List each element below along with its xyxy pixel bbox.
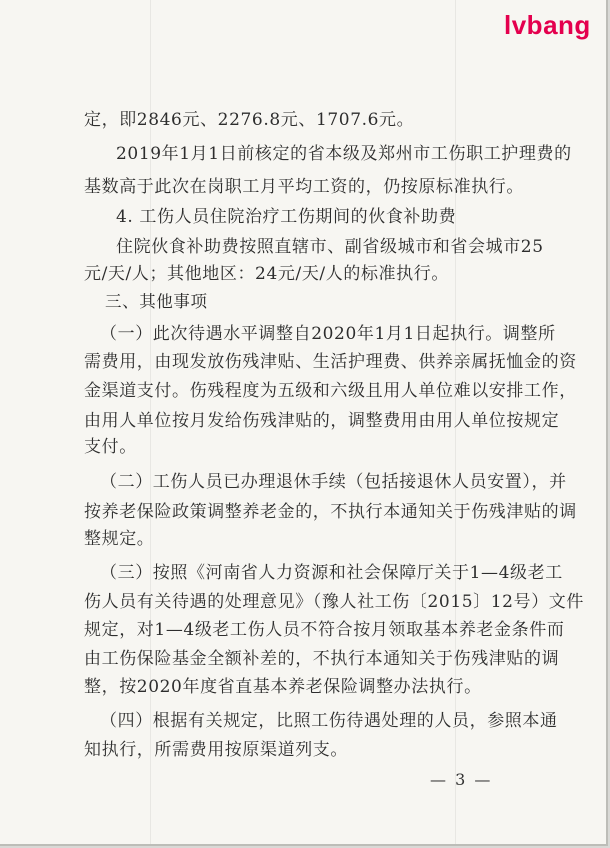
body-line: 由用人单位按月发给伤残津贴的，调整费用由用人单位按规定 xyxy=(84,411,560,431)
body-line: （二）工伤人员已办理退休手续（包括接退休人员安置），并 xyxy=(100,472,567,492)
body-line: 由工伤保险基金全额补差的，不执行本通知关于伤残津贴的调 xyxy=(84,649,560,669)
body-line: 基数高于此次在岗职工月平均工资的，仍按原标准执行。 xyxy=(84,177,524,197)
page-number: — 3 — xyxy=(430,770,493,789)
body-line: 元/天/人；其他地区：24元/天/人的标准执行。 xyxy=(84,264,449,284)
body-line: 伤人员有关待遇的处理意见》（豫人社工伤〔2015〕12号）文件 xyxy=(84,592,584,612)
body-line: （一）此次待遇水平调整自2020年1月1日起执行。调整所 xyxy=(100,324,556,344)
body-line: 按养老保险政策调整养老金的，不执行本通知关于伤残津贴的调 xyxy=(84,502,577,522)
body-line: 整，按2020年度省直基本养老保险调整办法执行。 xyxy=(84,677,482,697)
body-line: 规定，对1—4级老工伤人员不符合按月领取基本养老金条件而 xyxy=(84,620,565,640)
body-line: 2019年1月1日前核定的省本级及郑州市工伤职工护理费的 xyxy=(116,144,572,164)
section-heading: 三、其他事项 xyxy=(105,292,208,311)
section-subheading: 4. 工伤人员住院治疗工伤期间的伙食补助费 xyxy=(116,207,457,227)
watermark-logo: lvbang xyxy=(504,10,591,40)
body-line: 整规定。 xyxy=(84,529,155,549)
body-line: 金渠道支付。伤残程度为五级和六级且用人单位难以安排工作， xyxy=(84,381,577,401)
body-line: 定，即2846元、2276.8元、1707.6元。 xyxy=(84,110,415,130)
body-line: 住院伙食补助费按照直辖市、副省级城市和省会城市25 xyxy=(116,237,544,257)
body-line: （四）根据有关规定，比照工伤待遇处理的人员，参照本通 xyxy=(100,711,558,731)
body-line: 需费用，由现发放伤残津贴、生活护理费、供养亲属抚恤金的资 xyxy=(84,352,577,372)
body-line: （三）按照《河南省人力资源和社会保障厅关于1—4级老工 xyxy=(100,563,563,583)
body-line: 知执行，所需费用按原渠道列支。 xyxy=(84,740,348,760)
body-line: 支付。 xyxy=(84,437,137,457)
